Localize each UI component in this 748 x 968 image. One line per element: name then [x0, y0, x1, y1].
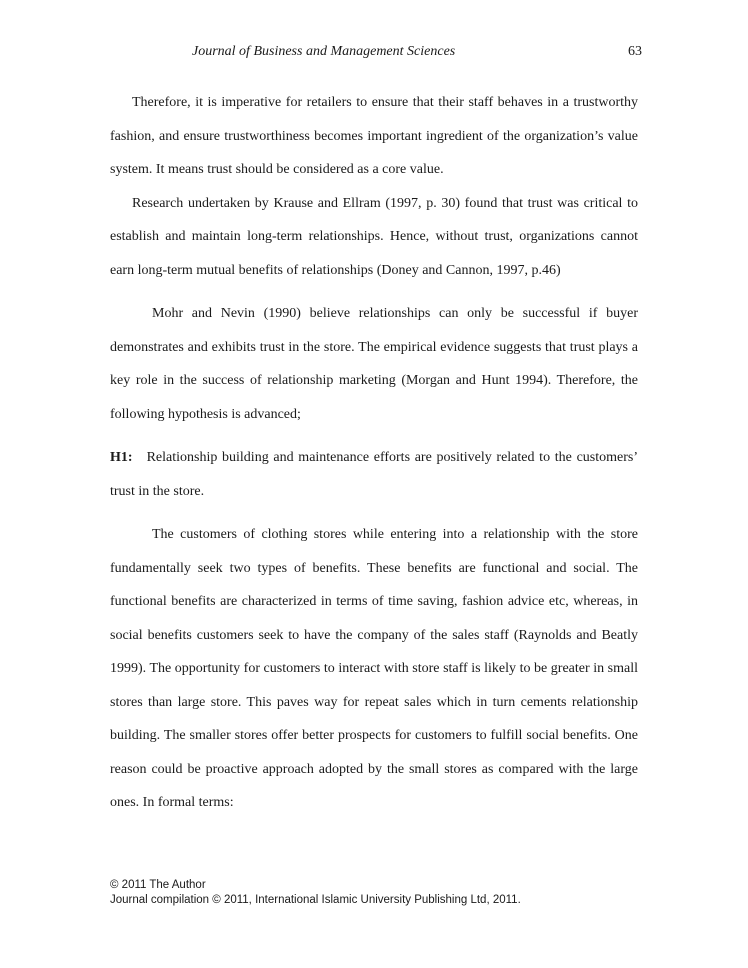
copyright-footer	[110, 878, 521, 908]
paragraph-1: Therefore, it is imperative for retailers to ensure that their staff behaves in a trustworthy fashion, and ensure trustworthiness becomes important ingredient of the organization’s value system. It means trust should be considered as a core value.	[110, 95, 638, 177]
hypothesis-h1	[110, 441, 638, 508]
page-number: 63	[628, 44, 642, 59]
journal-title: Journal of Business and Management Sciences	[192, 44, 456, 59]
paragraph-2: Research undertaken by Krause and Ellram (1997, p. 30) found that trust was critical to establish and maintain long-term relationships. Hence, without trust, organizations cannot earn long-term mutual benefits of relationships (Doney and Cannon, 1997, p.46)	[110, 195, 638, 278]
hypothesis-label: H1:	[110, 450, 133, 465]
copyright-line: © 2011 The Author	[110, 879, 206, 891]
paragraph-4: The customers of clothing stores while entering into a relationship with the store fundamentally seek two types of benefits. These benefits are functional and social. The functional benefits are characterized in terms of time saving, fashion advice etc, whereas, in social benefits customers seek to have the company of the sales staff (Raynolds and Beatly 1999). The opportunity for customers to interact with store staff is likely to be greater in small stores than large store. This paves way for repeat sales which in turn cements relationship building. The smaller stores offer better prospects for customers to fulfill social benefits. One reason could be proactive approach adopted by the small stores as compared with the large ones. In formal terms:	[110, 527, 638, 810]
paragraph-3: Mohr and Nevin (1990) believe relationships can only be successful if buyer demonstrates and exhibits trust in the store. The empirical evidence suggests that trust plays a key role in the success of relationship marketing (Morgan and Hunt 1994). Therefore, the following hypothesis is advanced;	[110, 306, 638, 422]
journal-compilation-line: Journal compilation © 2011, International Islamic University Publishing Ltd, 2011.	[110, 894, 521, 906]
body-text	[110, 86, 638, 820]
running-header	[192, 44, 642, 64]
hypothesis-text: Relationship building and maintenance efforts are positively related to the customers’ trust in the store.	[110, 450, 638, 499]
